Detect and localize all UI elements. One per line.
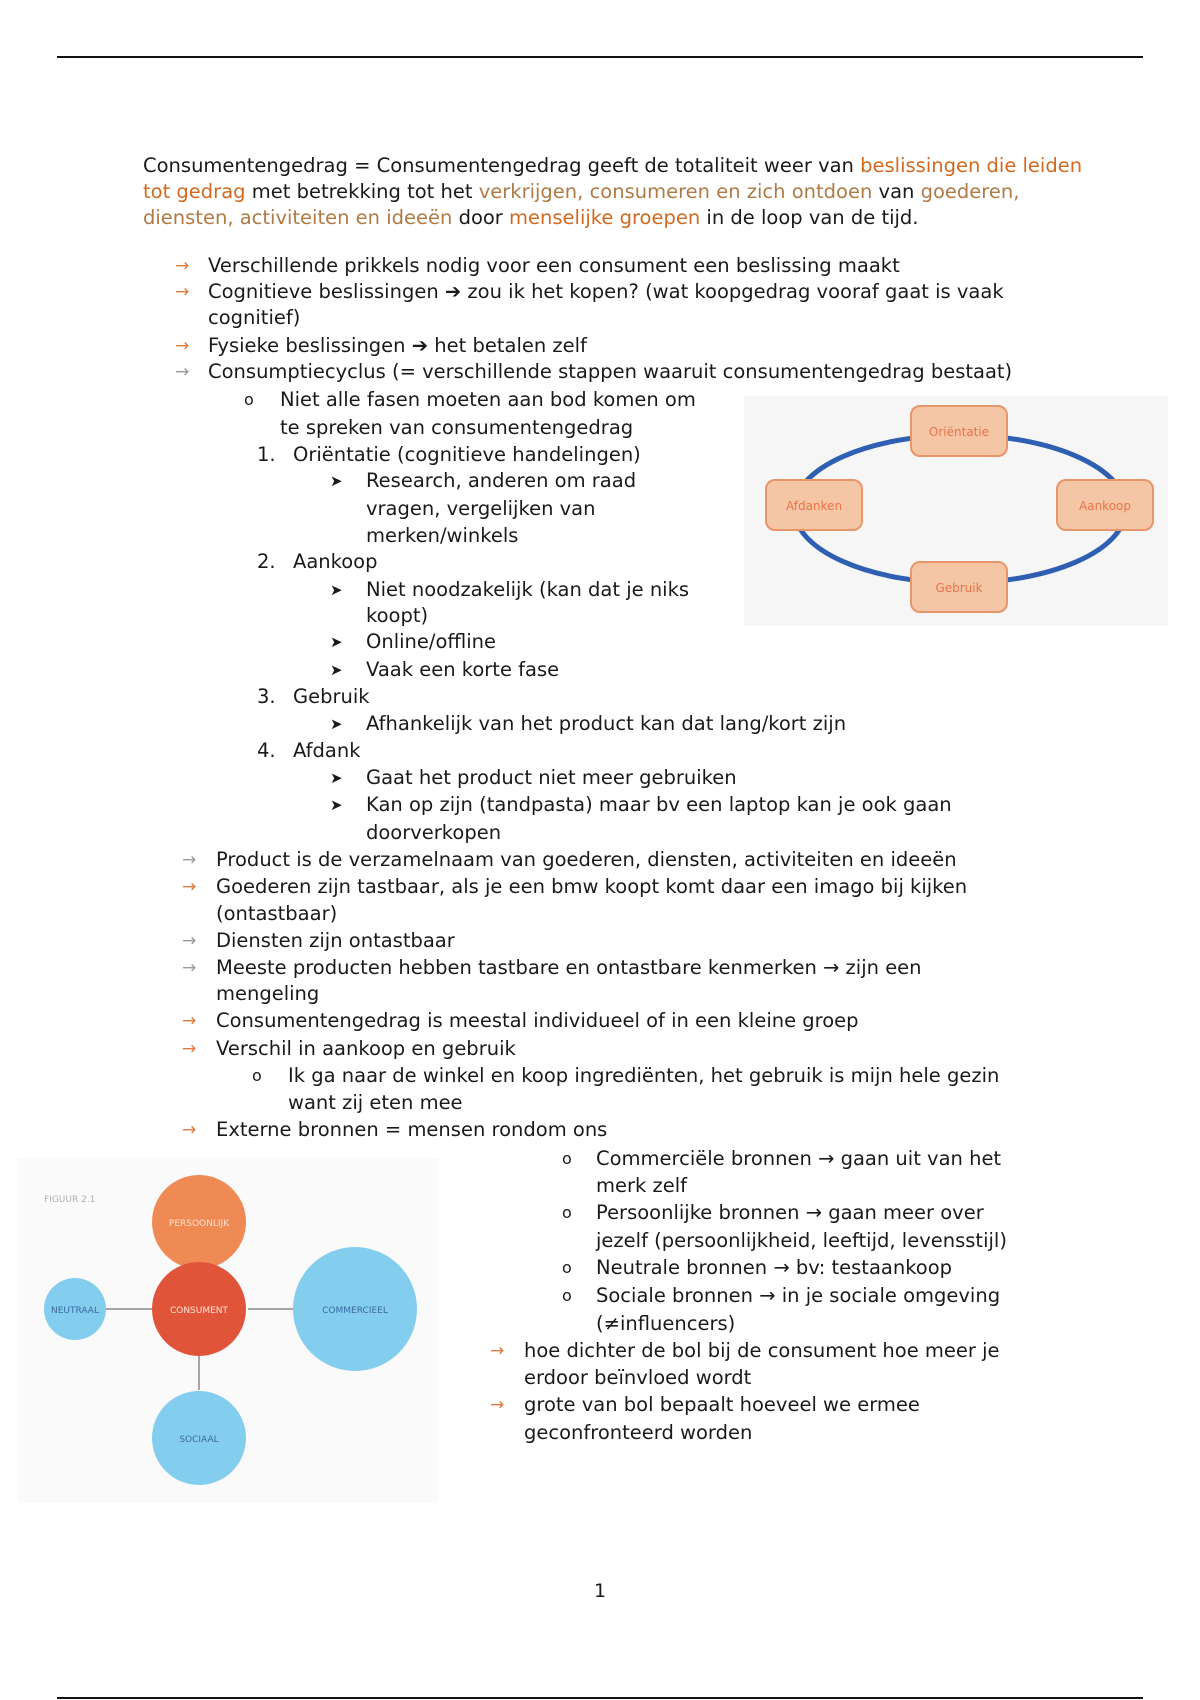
phase-number: 2. — [257, 550, 276, 573]
figure-caption: FIGUUR 2.1 — [44, 1195, 96, 1205]
list-item: Consumentengedrag is meestal individueel of in een kleine groep — [216, 1009, 859, 1032]
source-social-continued: (≠influencers) — [596, 1312, 736, 1335]
phase-title: Gebruik — [293, 685, 370, 708]
arrow-bullet-icon: → — [175, 256, 190, 276]
source-personal: Persoonlijke bronnen → gaan meer over — [596, 1201, 984, 1224]
bubble-label-personal: PERSOONLIJK — [168, 1219, 230, 1229]
cycle-note: Niet alle fasen moeten aan bod komen om — [280, 388, 696, 411]
phase-detail: Kan op zijn (tandpasta) maar bv een laptop kan je ook gaan — [366, 793, 952, 816]
phase-detail-continued: koopt) — [366, 604, 429, 627]
arrow-bullet-icon: → — [182, 958, 197, 978]
example-text-continued: want zij eten mee — [288, 1091, 463, 1114]
arrowhead-bullet-icon: ➤ — [330, 633, 343, 651]
source-personal-continued: jezelf (persoonlijkheid, leeftijd, levensstijl) — [596, 1229, 1007, 1252]
list-item: Fysieke beslissingen ➔ het betalen zelf — [208, 334, 587, 357]
arrowhead-bullet-icon: ➤ — [330, 796, 343, 814]
arrowhead-bullet-icon: ➤ — [330, 581, 343, 599]
bubble-label-neutral: NEUTRAAL — [51, 1306, 99, 1316]
definition-text: in de loop van de tijd. — [700, 206, 919, 229]
consumption-cycle-diagram — [744, 396, 1168, 626]
circle-bullet-icon: o — [252, 1066, 262, 1085]
source-social: Sociale bronnen → in je sociale omgeving — [596, 1284, 1001, 1307]
arrow-bullet-icon: → — [182, 931, 197, 951]
list-item: Externe bronnen = mensen rondom ons — [216, 1118, 608, 1141]
list-item: Verschil in aankoop en gebruik — [216, 1037, 516, 1060]
source-neutral: Neutrale bronnen → bv: testaankoop — [596, 1256, 953, 1279]
list-item-continued: geconfronteerd worden — [524, 1421, 753, 1444]
list-item: Product is de verzamelnaam van goederen, diensten, activiteiten en ideeën — [216, 848, 957, 871]
page-number: 1 — [593, 1580, 607, 1602]
cycle-note-continued: te spreken van consumentengedrag — [280, 416, 634, 439]
arrow-bullet-icon: → — [175, 336, 190, 356]
phase-number: 3. — [257, 685, 276, 708]
phase-detail: Research, anderen om raad — [366, 469, 637, 492]
phase-detail: Gaat het product niet meer gebruiken — [366, 766, 737, 789]
highlight-decisions: beslissingen die leiden tot gedrag — [143, 154, 1083, 203]
arrow-bullet-icon: → — [490, 1341, 505, 1361]
circle-bullet-icon: o — [562, 1203, 572, 1222]
list-item-continued: cognitief) — [208, 306, 301, 329]
circle-bullet-icon: o — [562, 1149, 572, 1168]
phase-number: 4. — [257, 739, 276, 762]
list-item: Meeste producten hebben tastbare en ontastbare kenmerken → zijn een — [216, 956, 922, 979]
highlight-groups: menselijke groepen — [509, 206, 701, 229]
arrow-bullet-icon: → — [182, 877, 197, 897]
phase-detail: Online/offline — [366, 630, 497, 653]
arrow-bullet-icon: → — [182, 1039, 197, 1059]
list-item: Consumptiecyclus (= verschillende stappen waaruit consumentengedrag bestaat) — [208, 360, 1013, 383]
arrowhead-bullet-icon: ➤ — [330, 661, 343, 679]
arrowhead-bullet-icon: ➤ — [330, 715, 343, 733]
arrow-bullet-icon: → — [182, 1011, 197, 1031]
definition-text: Consumentengedrag = Consumentengedrag geeft de totaliteit weer van — [143, 154, 861, 177]
cycle-label-orientation: Oriëntatie — [928, 425, 990, 439]
arrow-bullet-icon: → — [182, 850, 197, 870]
phase-title: Aankoop — [293, 550, 378, 573]
arrowhead-bullet-icon: ➤ — [330, 472, 343, 490]
arrow-bullet-icon: → — [490, 1395, 505, 1415]
list-item: Cognitieve beslissingen ➔ zou ik het kopen? (wat koopgedrag vooraf gaat is vaak — [208, 280, 1004, 303]
list-item: Diensten zijn ontastbaar — [216, 929, 455, 952]
circle-bullet-icon: o — [562, 1258, 572, 1277]
phase-number: 1. — [257, 443, 276, 466]
list-item: grote van bol bepaalt hoeveel we ermee — [524, 1393, 920, 1416]
cycle-label-purchase: Aankoop — [1079, 499, 1131, 513]
definition-text: met betrekking tot het — [245, 180, 479, 203]
top-rule — [57, 56, 1143, 58]
highlight-acquire: verkrijgen, consumeren en zich ontdoen — [478, 180, 873, 203]
arrow-bullet-icon: → — [182, 1120, 197, 1140]
phase-detail: Niet noodzakelijk (kan dat je niks — [366, 578, 690, 601]
phase-detail: Afhankelijk van het product kan dat lang/kort zijn — [366, 712, 847, 735]
example-text: Ik ga naar de winkel en koop ingrediënten, het gebruik is mijn hele gezin — [288, 1064, 1000, 1087]
phase-detail: Vaak een korte fase — [366, 658, 560, 681]
arrow-bullet-icon: → — [175, 282, 190, 302]
cycle-label-dispose: Afdanken — [785, 499, 843, 513]
phase-detail-continued: vragen, vergelijken van — [366, 497, 596, 520]
highlight-goods: goederen, diensten, activiteiten en ideeën — [143, 180, 1020, 229]
bubble-label-social: SOCIAAL — [179, 1435, 219, 1445]
list-item: Verschillende prikkels nodig voor een consument een beslissing maakt — [208, 254, 900, 277]
bubble-label-consumer: CONSUMENT — [169, 1306, 229, 1316]
bubble-label-commercial: COMMERCIEEL — [322, 1306, 388, 1316]
source-commercial-continued: merk zelf — [596, 1174, 688, 1197]
list-item: hoe dichter de bol bij de consument hoe meer je — [524, 1339, 1000, 1362]
definition-text: van — [872, 180, 921, 203]
definition-paragraph — [143, 153, 1093, 231]
arrowhead-bullet-icon: ➤ — [330, 769, 343, 787]
cycle-label-use: Gebruik — [935, 581, 983, 595]
list-item-continued: (ontastbaar) — [216, 902, 338, 925]
list-item-continued: mengeling — [216, 982, 320, 1005]
arrow-bullet-icon: → — [175, 362, 190, 382]
phase-detail-continued: doorverkopen — [366, 821, 502, 844]
circle-bullet-icon: o — [244, 390, 254, 409]
phase-title: Afdank — [293, 739, 361, 762]
definition-text: door — [452, 206, 510, 229]
phase-title: Oriëntatie (cognitieve handelingen) — [293, 443, 641, 466]
list-item-continued: erdoor beïnvloed wordt — [524, 1366, 752, 1389]
information-sources-diagram — [18, 1158, 438, 1503]
list-item: Goederen zijn tastbaar, als je een bmw koopt komt daar een imago bij kijken — [216, 875, 968, 898]
circle-bullet-icon: o — [562, 1286, 572, 1305]
phase-detail-continued: merken/winkels — [366, 524, 519, 547]
source-commercial: Commerciële bronnen → gaan uit van het — [596, 1147, 1002, 1170]
bottom-rule — [57, 1697, 1143, 1699]
